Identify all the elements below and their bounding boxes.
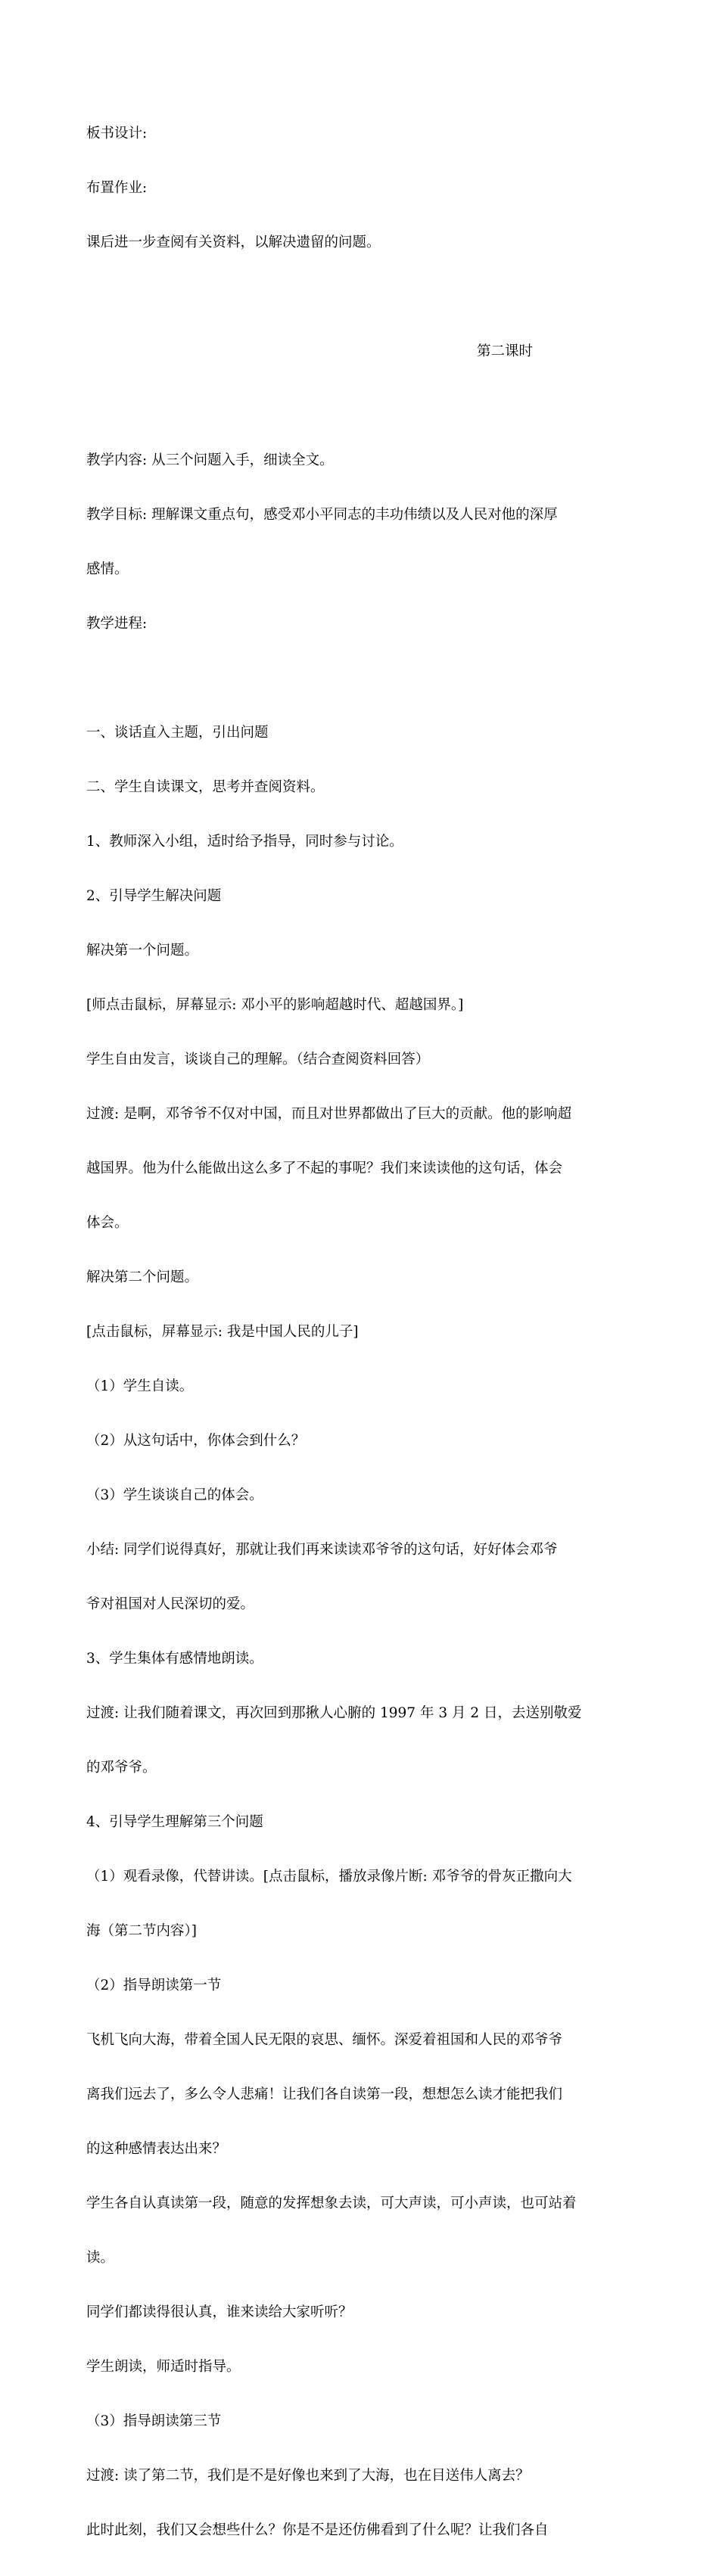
- paragraph-line: 同学们都读得很认真，谁来读给大家听听？: [86, 2304, 353, 2320]
- board-design-line: 板书设计:: [86, 126, 148, 141]
- paragraph-line: 学生各自认真读第一段，随意的发挥想象去读，可大声读，可小声读，也可站着: [86, 2195, 577, 2211]
- paragraph-line: 2、引导学生解决问题: [86, 888, 222, 904]
- paragraph-line: 小结: 同学们说得真好，那就让我们再来读读邓爷爷的这句话，好好体会邓爷: [86, 1542, 558, 1558]
- paragraph-line: 学生朗读，师适时指导。: [86, 2359, 241, 2375]
- paragraph-line: 体会。: [86, 1215, 129, 1231]
- paragraph-line: 海（第二节内容）]: [86, 1923, 197, 1939]
- paragraph-line: （2）从这句话中，你体会到什么？: [86, 1433, 306, 1449]
- homework-line: 布置作业:: [86, 180, 148, 196]
- paragraph-line: 4、引导学生理解第三个问题: [86, 1814, 263, 1830]
- paragraph-line: 一、谈话直入主题，引出问题: [86, 725, 269, 741]
- paragraph-line: 解决第二个问题。: [86, 1269, 199, 1285]
- paragraph-line: 二、学生自读课文，思考并查阅资料。: [86, 779, 325, 795]
- teaching-goal-line: 教学目标: 理解课文重点句，感受邓小平同志的丰功伟绩以及人民对他的深厚: [86, 507, 558, 523]
- paragraph-line: （1）学生自读。: [86, 1378, 194, 1394]
- section-heading: 第二课时: [476, 343, 533, 359]
- paragraph-line: [师点击鼠标，屏幕显示: 邓小平的影响超越时代、超越国界。]: [86, 997, 464, 1013]
- paragraph-line: （2）指导朗读第一节: [86, 1978, 222, 1993]
- teaching-content-line: 教学内容: 从三个问题入手，细读全文。: [86, 452, 334, 468]
- spacer: [86, 288, 654, 306]
- paragraph-line: 爷对祖国对人民深切的爱。: [86, 1596, 255, 1612]
- spacer: [86, 670, 654, 688]
- paragraph-line: （1）观看录像，代替讲读。[点击鼠标，播放录像片断: 邓爷爷的骨灰正撒向大: [86, 1869, 572, 1885]
- paragraph-line: 的邓爷爷。: [86, 1760, 157, 1776]
- paragraph-line: （3）指导朗读第三节: [86, 2413, 222, 2429]
- paragraph-line: 3、学生集体有感情地朗读。: [86, 1651, 263, 1667]
- teaching-goal-line-cont: 感情。: [86, 561, 129, 577]
- paragraph-line: 飞机飞向大海，带着全国人民无限的哀思、缅怀。深爱着祖国和人民的邓爷爷: [86, 2032, 563, 2048]
- paragraph-line: 过渡: 让我们随着课文，再次回到那揪人心腑的 1997 年 3 月 2 日，去送别敬爱: [86, 1705, 582, 1721]
- paragraph-line: 此时此刻，我们又会想些什么？你是不是还仿佛看到了什么呢？让我们各自: [86, 2522, 549, 2538]
- paragraph-line: 解决第一个问题。: [86, 943, 199, 959]
- homework-detail-line: 课后进一步查阅有关资料，以解决遗留的问题。: [86, 235, 381, 250]
- paragraph-line: （3）学生谈谈自己的体会。: [86, 1487, 263, 1503]
- paragraph-line: 读。: [86, 2250, 115, 2266]
- document-body: [86, 89, 654, 2576]
- paragraph-line: [点击鼠标，屏幕显示: 我是中国人民的儿子]: [86, 1324, 359, 1340]
- paragraph-line: 的这种感情表达出来？: [86, 2141, 227, 2157]
- paragraph-line: 学生自由发言，谈谈自己的理解。（结合查阅资料回答）: [86, 1052, 430, 1067]
- paragraph-line: 过渡: 是啊，邓爷爷不仅对中国，而且对世界都做出了巨大的贡献。他的影响超: [86, 1106, 572, 1122]
- spacer: [86, 397, 654, 415]
- paragraph-line: 1、教师深入小组，适时给予指导，同时参与讨论。: [86, 834, 403, 850]
- paragraph-line: 越国界。他为什么能做出这么多了不起的事呢？我们来读读他的这句话，体会: [86, 1161, 563, 1176]
- paragraph-line: 离我们远去了，多么令人悲痛！让我们各自读第一段，想想怎么读才能把我们: [86, 2087, 563, 2102]
- teaching-process-line: 教学进程:: [86, 616, 148, 632]
- paragraph-line: 过渡: 读了第二节，我们是不是好像也来到了大海，也在目送伟人离去？: [86, 2468, 530, 2484]
